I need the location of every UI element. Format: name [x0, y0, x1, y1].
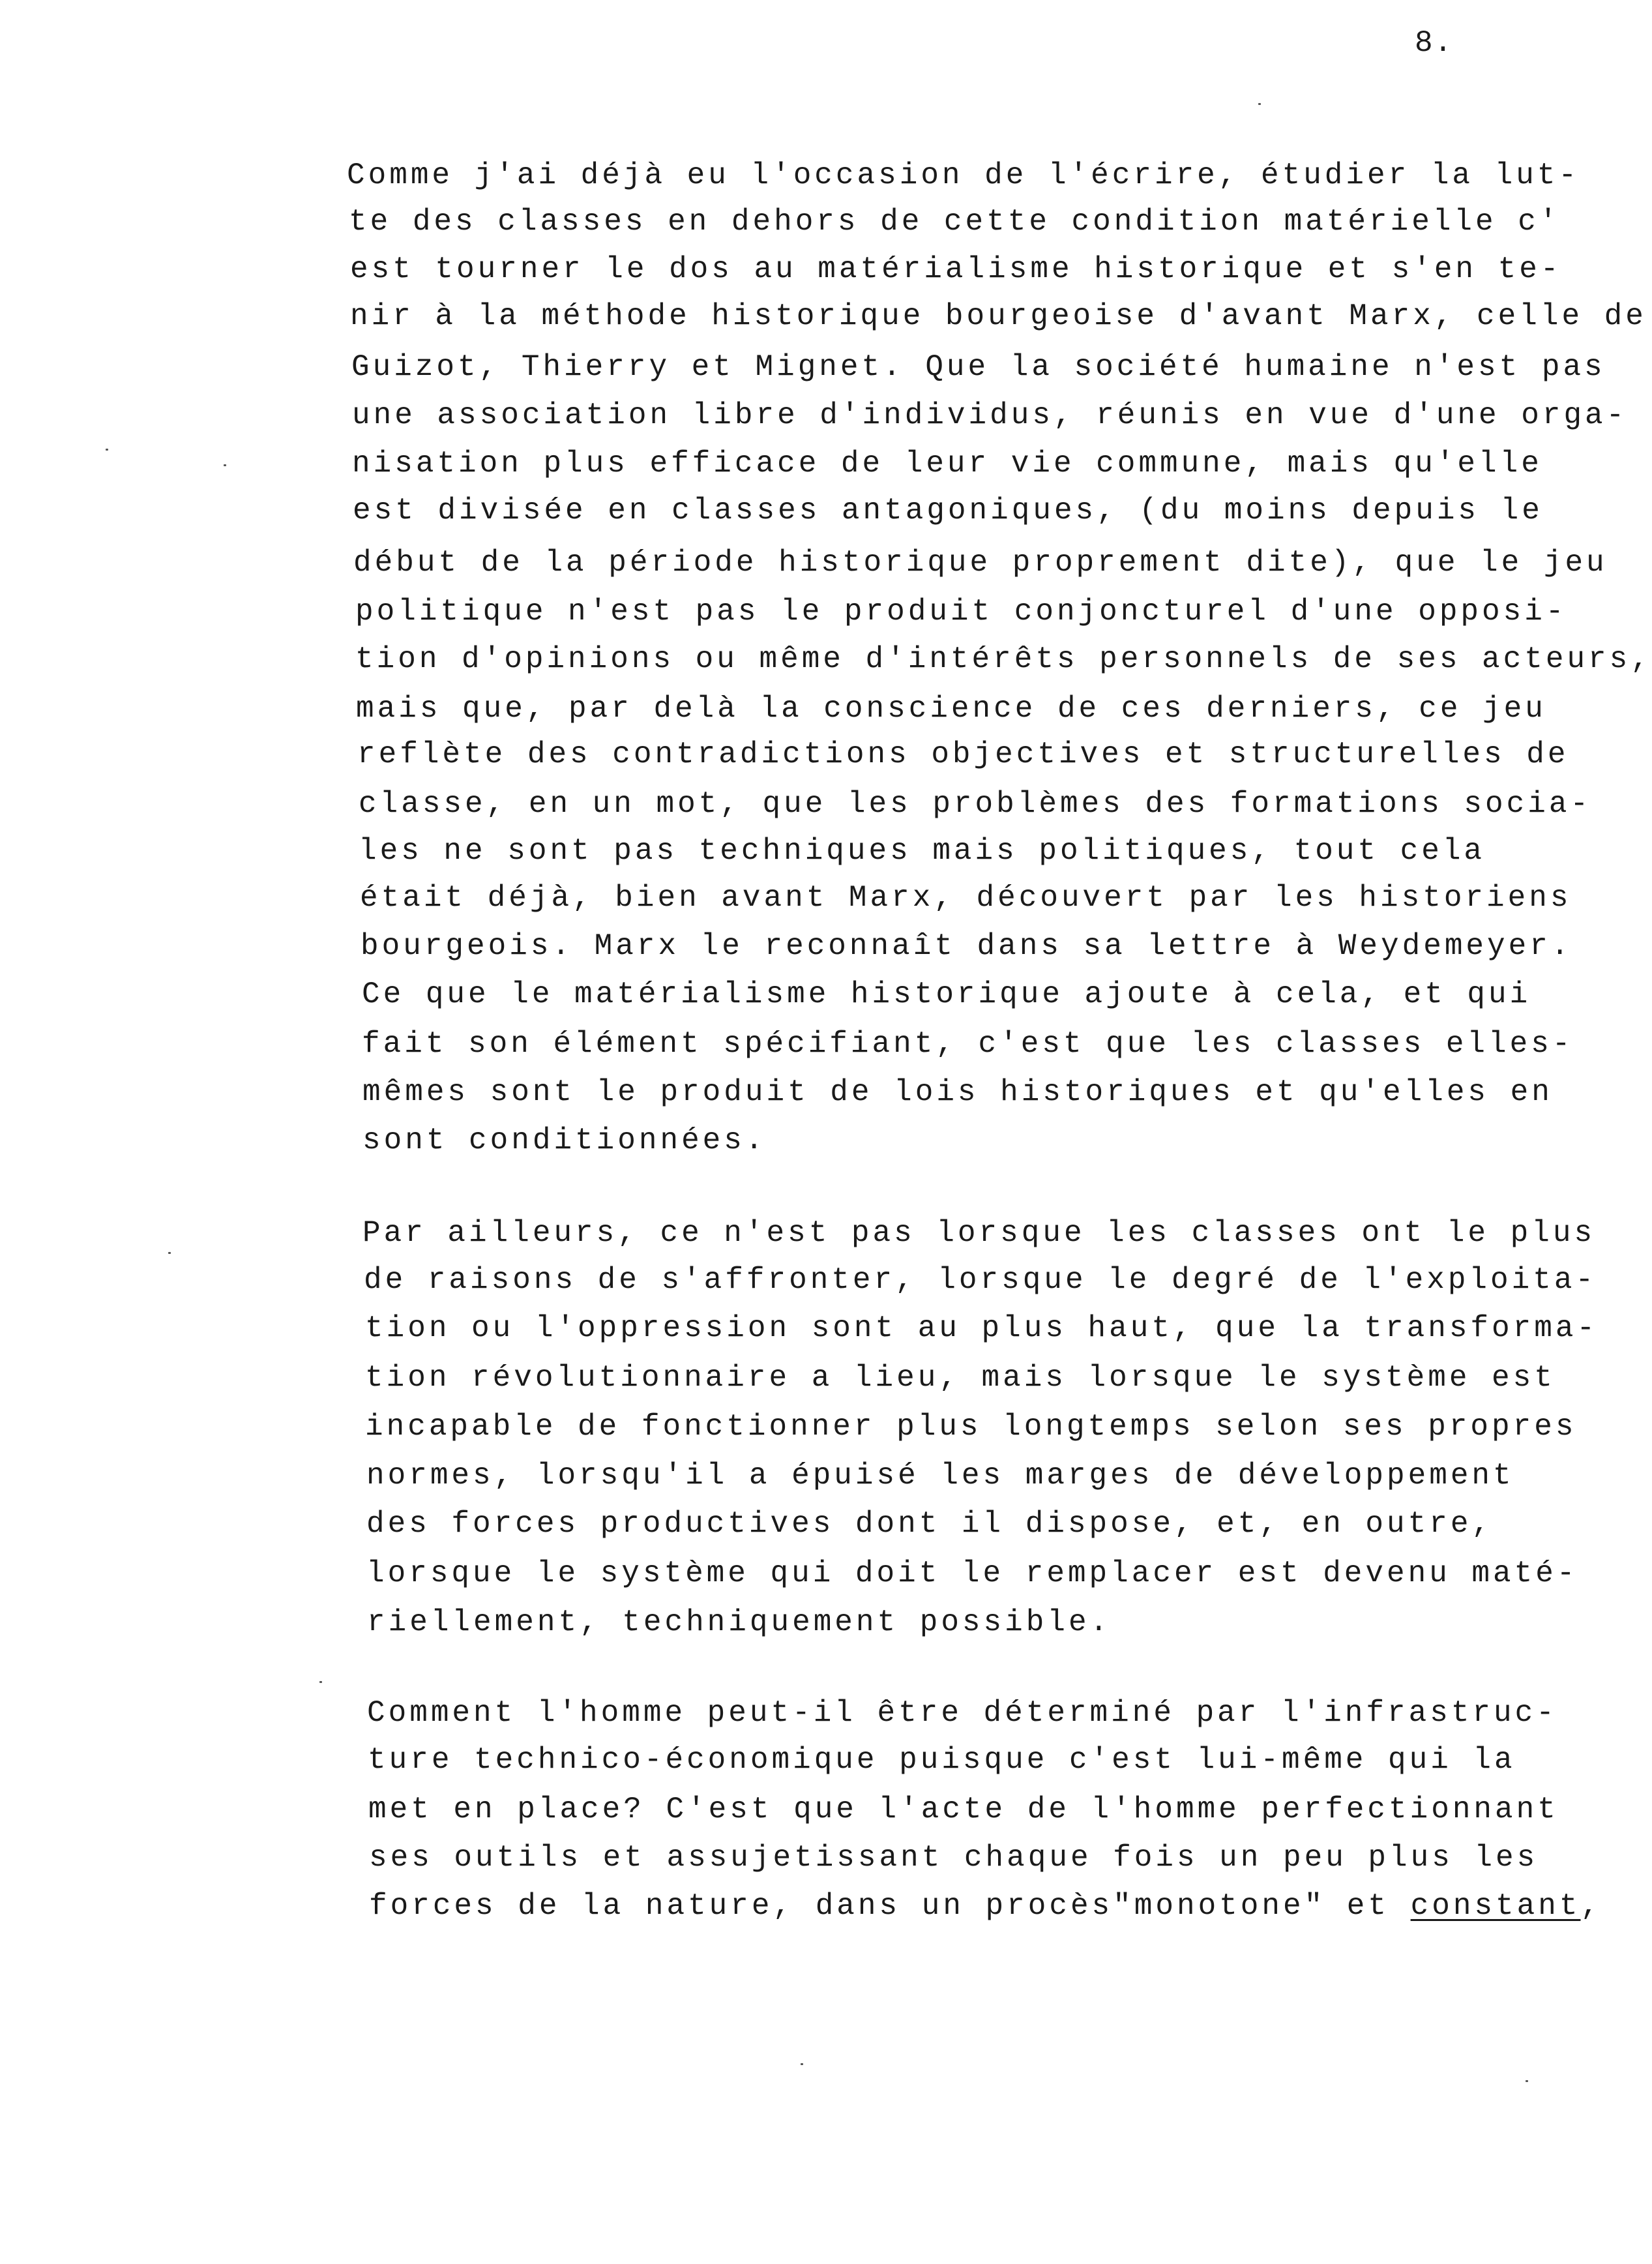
text-line: les ne sont pas techniques mais politiques, tout cela: [359, 834, 1486, 868]
text-line: Guizot, Thierry et Mignet. Que la société humaine n'est pas: [351, 350, 1606, 384]
scan-speck: [106, 449, 108, 451]
text-line: riellement, techniquement possible.: [367, 1605, 1112, 1639]
text-line: Ce que le matérialisme historique ajoute à cela, et qui: [362, 977, 1531, 1011]
text-line: est divisée en classes antagoniques, (du moins depuis le: [353, 494, 1543, 528]
text-line: normes, lorsqu'il a épuisé les marges de développement: [366, 1459, 1514, 1493]
scan-speck: [224, 464, 226, 466]
page-number: 8.: [1415, 26, 1454, 60]
text-line: te des classes en dehors de cette condition matérielle c': [349, 205, 1561, 239]
scan-speck: [1258, 103, 1261, 105]
text-line: mêmes sont le produit de lois historiques et qu'elles en: [362, 1075, 1553, 1109]
scan-speck: [1526, 2080, 1528, 2082]
text-line: fait son élément spécifiant, c'est que les classes elles-: [362, 1027, 1574, 1061]
text-line: de raisons de s'affronter, lorsque le degré de l'exploita-: [364, 1263, 1597, 1297]
text-line: lorsque le système qui doit le remplacer est devenu maté-: [366, 1556, 1578, 1590]
text-line: bourgeois. Marx le reconnaît dans sa lettre à Weydemeyer.: [361, 929, 1572, 963]
text-line: ture technico-économique puisque c'est lui-même qui la: [368, 1743, 1516, 1777]
text-line: politique n'est pas le produit conjoncturel d'une opposi-: [355, 595, 1567, 629]
text-line: une association libre d'individus, réunis en vue d'une orga-: [352, 398, 1628, 432]
text-line: classe, en un mot, que les problèmes des formations socia-: [359, 787, 1592, 821]
text-line: met en place? C'est que l'acte de l'homme perfectionnant: [368, 1793, 1559, 1826]
text-line: nir à la méthode historique bourgeoise d'avant Marx, celle de: [350, 299, 1647, 333]
text-line: Comment l'homme peut-il être déterminé par l'infrastruc-: [367, 1696, 1557, 1730]
scan-speck: [319, 1681, 322, 1683]
underlined-word: constant: [1410, 1889, 1581, 1923]
text-line: tion ou l'oppression sont au plus haut, que la transforma-: [365, 1311, 1599, 1345]
text-line: ses outils et assujetissant chaque fois un peu plus les: [369, 1841, 1539, 1875]
text-line: reflète des contradictions objectives et structurelles de: [357, 737, 1569, 771]
text-line: sont conditionnées.: [362, 1124, 767, 1157]
text-line: tion d'opinions ou même d'intérêts personnels de ses acteurs,: [355, 642, 1652, 676]
scan-speck: [801, 2063, 803, 2065]
text-line: incapable de fonctionner plus longtemps selon ses propres: [365, 1410, 1577, 1444]
text-line: des forces productives dont il dispose, et, en outre,: [366, 1507, 1494, 1541]
text-line: est tourner le dos au matérialisme historique et s'en te-: [350, 252, 1562, 286]
text-line: Par ailleurs, ce n'est pas lorsque les classes ont le plus: [362, 1216, 1596, 1250]
text-line-last: [369, 1891, 1602, 1921]
scan-speck: [168, 1252, 171, 1254]
text-segment: forces de la nature, dans un procès"monotone" et: [369, 1889, 1411, 1923]
text-line: début de la période historique proprement dite), que le jeu: [353, 546, 1608, 580]
text-segment: ,: [1580, 1889, 1602, 1923]
text-line: tion révolutionnaire a lieu, mais lorsque le système est: [365, 1361, 1556, 1395]
text-line: mais que, par delà la conscience de ces derniers, ce jeu: [356, 692, 1546, 726]
text-line: était déjà, bien avant Marx, découvert par les historiens: [360, 881, 1572, 915]
text-line: Comme j'ai déjà eu l'occasion de l'écrire, étudier la lut-: [347, 158, 1580, 192]
text-line: nisation plus efficace de leur vie commune, mais qu'elle: [352, 447, 1542, 481]
